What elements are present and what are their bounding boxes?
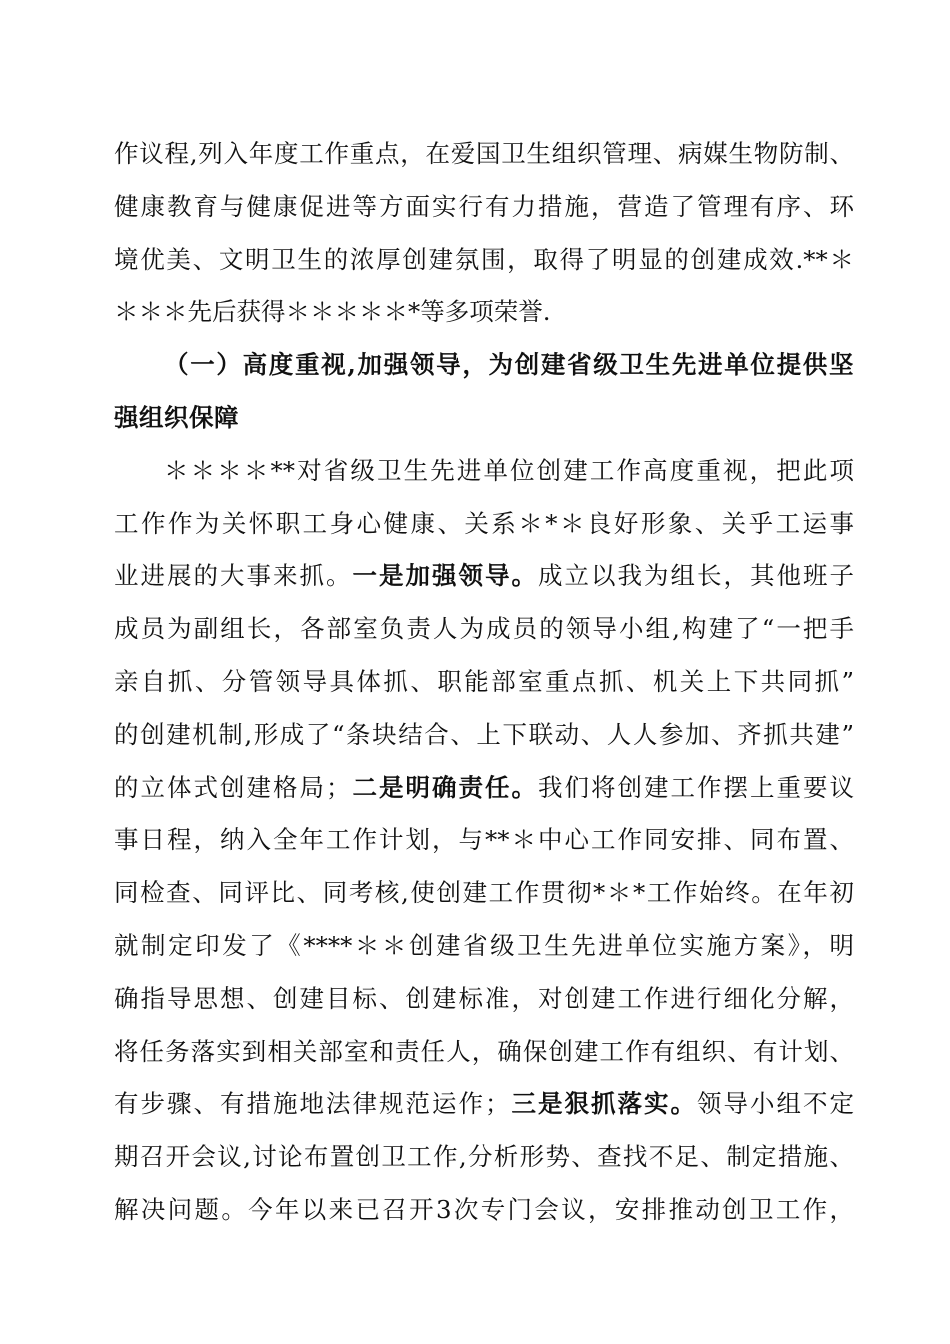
text-segment: ＊＊＊＊**对省级卫生先进单位创建工作高度重视，把此项 [164, 455, 854, 485]
text-segment: ＊＊＊先后获得＊＊＊＊＊*等多项荣誉. [114, 297, 551, 327]
text-line [114, 286, 854, 339]
text-segment: 事日程，纳入全年工作计划，与**＊中心工作同安排、同布置、 [114, 825, 854, 855]
text-line [114, 603, 854, 656]
text-line [114, 1131, 854, 1184]
text-segment: 将任务落实到相关部室和责任人，确保创建工作有组织、有计划、 [114, 1036, 854, 1066]
text-segment: 健康教育与健康促进等方面实行有力措施，营造了管理有序、环 [114, 191, 854, 221]
text-line [114, 762, 854, 815]
text-line [114, 867, 854, 920]
text-segment: 期召开会议,讨论布置创卫工作,分析形势、查找不足、制定措施、 [114, 1142, 854, 1172]
text-line [114, 445, 854, 498]
text-line [114, 1078, 854, 1131]
document-page [114, 128, 854, 1237]
section-heading-text: 强组织保障 [114, 402, 239, 432]
text-line [114, 1026, 854, 1079]
text-segment: 成员为副组长，各部室负责人为成员的领导小组,构建了“一把手 [114, 614, 854, 644]
text-line [114, 128, 854, 181]
bold-keyword: 一是加强领导。 [352, 561, 538, 591]
text-segment: 确指导思想、创建目标、创建标准，对创建工作进行细化分解， [114, 983, 854, 1013]
text-segment: 工作作为关怀职工身心健康、关系＊*＊良好形象、关乎工运事 [114, 508, 854, 538]
text-segment: 成立以我为组长，其他班子 [538, 561, 854, 591]
text-line [114, 550, 854, 603]
text-line [114, 1184, 854, 1237]
text-segment: 作议程,列入年度工作重点，在爱国卫生组织管理、病媒生物防制、 [114, 139, 854, 168]
bold-keyword: 二是明确责任。 [350, 772, 538, 802]
text-segment: 同检查、同评比、同考核,使创建工作贯彻*＊*工作始终。在年初 [114, 878, 854, 908]
text-line [114, 656, 854, 709]
text-segment: 我们将创建工作摆上重要议 [538, 772, 854, 802]
text-line [114, 973, 854, 1026]
text-segment: 解决问题。今年以来已召开3次专门会议，安排推动创卫工作， [114, 1194, 854, 1224]
text-line [114, 920, 854, 973]
text-line [114, 814, 854, 867]
text-segment: 就制定印发了《****＊＊创建省级卫生先进单位实施方案》，明 [114, 930, 854, 960]
text-line [114, 234, 854, 287]
text-line [114, 498, 854, 551]
text-line [114, 181, 854, 234]
text-segment: 有步骤、有措施地法律规范运作； [114, 1089, 510, 1119]
text-segment: 业进展的大事来抓。 [114, 561, 353, 591]
text-segment: 亲自抓、分管领导具体抓、职能部室重点抓、机关上下共同抓” [114, 666, 854, 696]
text-segment: 境优美、文明卫生的浓厚创建氛围，取得了明显的创建成效.**＊ [114, 244, 854, 274]
text-line [114, 709, 854, 762]
text-segment: 领导小组不定 [697, 1089, 854, 1119]
text-segment: 的创建机制,形成了“条块结合、上下联动、人人参加、齐抓共建” [114, 719, 854, 749]
text-segment: 的立体式创建格局； [114, 772, 351, 802]
bold-keyword: 三是狠抓落实。 [509, 1089, 697, 1119]
section-heading-line [114, 392, 854, 445]
section-heading-text: （一）高度重视,加强领导，为创建省级卫生先进单位提供坚 [164, 350, 854, 380]
section-heading-line [114, 339, 854, 392]
